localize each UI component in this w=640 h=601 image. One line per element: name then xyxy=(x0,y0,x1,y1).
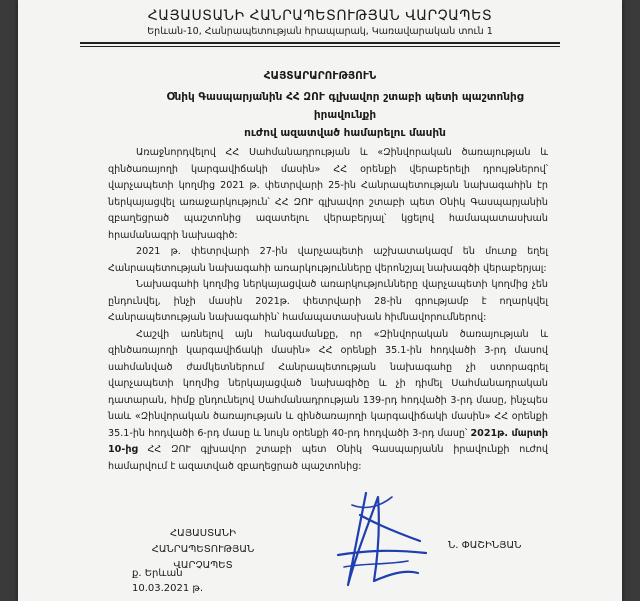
body-paragraph-3: Նախագահի կողմից ներկայացված առարկությունները վարչապետի կողմից չեն ընդունվել, ինչի մասին 2021թ. փետրվարի 28-ին գրությամբ է ողարկվել Հանրապետության նախագահին՝ համապատասխան հիմնավորումներով: xyxy=(108,279,548,323)
issue-place-date xyxy=(132,566,203,596)
body-paragraph-4-tail: ՀՀ ԶՈՒ գլխավոր շտաբի պետ Օնիկ Գասպարյանն իրավունքի ուժով համարվում է ազատված զբաղեցրած պաշտոնից: xyxy=(108,444,548,472)
body-paragraph-2: 2021 թ. փետրվարի 27-ին վարչապետի աշխատակազմ են մուտք եղել Հանրապետության նախագահի առարկությունները վերոնշյալ նախագծի վերաբերյալ: xyxy=(108,246,548,274)
handwritten-signature xyxy=(308,485,438,595)
issue-place: ք. Երևան xyxy=(132,568,183,579)
letterhead-rule-thick xyxy=(80,42,560,44)
issue-date: 10.03.2021 թ. xyxy=(132,583,203,594)
letterhead-rule-thin xyxy=(80,46,560,47)
letterhead-address: Երևան-10, Հանրապետության հրապարակ, Կառավարական տուն 1 xyxy=(147,26,493,37)
document-subject xyxy=(138,88,552,142)
subject-line-2: ուժով ազատված համարելու մասին xyxy=(244,127,446,139)
document-type-label: ՀԱՅՏԱՐԱՐՈՒԹՅՈՒՆ xyxy=(263,70,377,82)
body-paragraph-1: Առաջնորդվելով ՀՀ Սահմանադրության և «Զինվորական ծառայության և զինծառայողի կարգավիճակի մասին» ՀՀ օրենքի վերաբերելի դրույթներով՝ վարչապետի կողմից 2021 թ. փետրվարի 25-ին Հանրապետության նախագահին էր ներկայացվել առաջարկություն՝ ՀՀ ԶՈՒ գլխավոր շտաբի պետ Օնիկ Գասպարյանին զբաղեցրած պաշտոնից ազատելու վերաբերյալ՝ կցելով համապատասխան հրամանագրի նախագիծ: xyxy=(108,147,548,241)
signatory-title-line-2: ՎԱՐՉԱՊԵՏ xyxy=(173,560,233,571)
body-paragraph-4-main: Հաշվի առնելով այն հանգամանքը, որ «Զինվորական ծառայության և զինծառայողի կարգավիճակի մասին» ՀՀ օրենքի 35.1-ին հոդվածի 3-րդ մասով սահմանված ժամկետներում Հանրապետության նախագահը չի ստորագրել վարչապետի կողմից ներկայացված նախագիծը և չի դիմել Սահմանադրական դատարան, հիմք ընդունելով Սահմանադրության 139-րդ հոդվածի 3-րդ մասը, ինչպես նաև «Զինվորական ծառայության և զինծառայողի կարգավիճակի մասին» ՀՀ օրենքի 35.1-ին հոդվածի 6-րդ մասը և նույն օրենքի 40-րդ հոդվածի 3-րդ մասը՝ xyxy=(108,328,548,439)
subject-line-1: Օնիկ Գասպարյանին ՀՀ ԶՈՒ գլխավոր շտաբի պետի պաշտոնից իրավունքի xyxy=(166,91,524,121)
document-body xyxy=(108,145,548,475)
document-page xyxy=(18,0,622,601)
letterhead-title: ՀԱՅԱՍՏԱՆԻ ՀԱՆՐԱՊԵՏՈՒԹՅԱՆ ՎԱՐՉԱՊԵՏ xyxy=(147,8,493,24)
effective-date-emphasis: 2021թ. մարտի 10-ից xyxy=(108,427,548,455)
signatory-name: Ն. ՓԱՇԻՆՅԱՆ xyxy=(448,540,522,551)
body-paragraph-4 xyxy=(108,327,548,476)
signatory-title-line-1: ՀԱՅԱՍՏԱՆԻ ՀԱՆՐԱՊԵՏՈՒԹՅԱՆ xyxy=(151,528,255,555)
